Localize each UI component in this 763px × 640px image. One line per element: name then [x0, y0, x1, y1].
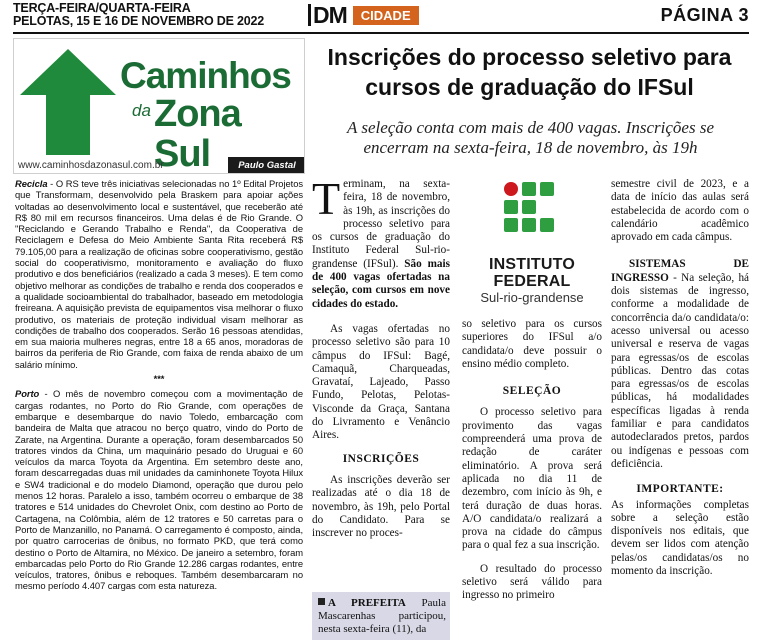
paragraph-text: - O RS teve três iniciativas selecionadas no 1º Edital Projetos que Transformam, desenvolvido pela Braskem para apoiar ações voltadas ao desenvolvimento local e sustentável, que receberão até R$ 80 mil em recursos financeiros. Uma delas é de Rio Grande. O "Reciclando e Gerando Trabalho e Renda", da Cooperativa de Reciclagem e Defesa do Meio Ambiente Santa Rita receberá R$ 79.105,00 para a realização de oficinas sobre cooperativismo, gestão social do cooperativismo, monitoramento e avaliação do fluxo produtivo e dos beneficiários (realizado a cada 3 meses). E tem como objetivo melhorar as condições de trabalho e renda dos cooperados e a qualidade socioambiental do trabalhador, baseado em metodologia freireana. A aquisição prevista de equipamentos visa melhorar o fluxo produtivo, os materiais de proteção individual visam melhorar as condições de trabalho dos cooperados. Serão 16 pessoas atendidas, em sua maioria mulheres negras, entre 18 a 65 anos, moradoras de bairros da periferia de Rio Grande, com faixa de renda abaixo de um salário mínimo.: [15, 178, 303, 370]
arrow-up-icon: [18, 47, 118, 157]
article-paragraph: O resultado do processo seletivo será válido para ingresso no primeiro: [462, 562, 602, 602]
article-column-3: [611, 178, 749, 578]
ifsul-name: [470, 256, 594, 290]
column-body: [13, 174, 305, 592]
column-logo: [13, 38, 305, 174]
logo-title-line2: Zona Sul: [154, 93, 241, 174]
masthead-date: [13, 2, 303, 28]
article-headline: Inscrições do processo seletivo para cursos de graduação do IFSul: [327, 44, 732, 100]
paragraph-bold: São mais de 400 vagas ofertadas na seleção, com cursos em nove cidades do estado.: [312, 257, 450, 310]
article-paragraph: so seletivo para os cursos superiores do IFSul a/o candidata/o deve possuir o ensino médio completo.: [462, 318, 602, 370]
separator: ***: [153, 373, 165, 385]
column-paragraph-porto: [15, 388, 303, 591]
logo-title-da: da: [132, 101, 151, 120]
paragraph-lead: Porto: [15, 388, 40, 400]
paragraph-text: erminam, na sexta-feira, 18 de novembro, às 19h, as inscrições do processo seletivo para os cursos de graduação do Instituto Federal Sul-rio-grandense (IFSul).: [312, 178, 450, 270]
newspaper-logo: DM: [308, 4, 347, 26]
ifsul-logo: [470, 182, 594, 312]
article-paragraph: [312, 173, 450, 311]
article-column-2: [462, 318, 602, 603]
logo-title-line1: Caminhos: [120, 55, 291, 96]
section-heading-inscricoes: INSCRIÇÕES: [342, 452, 420, 465]
column-caminhos: [13, 38, 305, 640]
ifsul-grid-icon: [504, 182, 558, 236]
article-column-1: [312, 173, 450, 540]
paragraph-text: - Na seleção, há dois sistemas de ingresso, conforme a modalidade de concorrência da/o candidata/o: acesso universal ou acesso universal e reserva de vagas para egressas/os de escolas públicas. Dentro das cotas para egressas/os de escolas públicas, há modalidades específicas ligadas à renda familiar e para candidatos autodeclarados pretos, pardos ou indígenas e pessoas com deficiência.: [611, 271, 749, 470]
column-author: Paulo Gastal: [228, 157, 305, 174]
article-subhead: A seleção conta com mais de 400 vagas. Inscrições se encerram na sexta-feira, 18 de novembro, às 19h: [347, 118, 714, 157]
section-heading-importante: IMPORTANTE:: [636, 483, 724, 496]
article-paragraph: O processo seletivo para provimento das vagas compreenderá uma prova de redação de caráter eliminatório. A prova será aplicada no dia 11 de dezembro, com início às 9h, e terá duração de duas horas. A/O candidata/o realizará a prova na cidade do câmpus para o qual fez a sua inscrição.: [462, 406, 602, 552]
box-text: Paula Mascarenhas participou, nesta sexta-feira (11), da: [318, 597, 446, 635]
column-url: www.caminhosdazonasul.com.br: [18, 160, 164, 171]
section-heading-sistemas: SISTEMAS DE INGRESSO: [611, 258, 749, 284]
article-paragraph: semestre civil de 2023, e a data de início das aulas será estabelecida de acordo com o calendário acadêmico aprovado em cada câmpus.: [611, 178, 749, 244]
paragraph-text: - O mês de novembro começou com a movimentação de cargas rodantes, no Porto do Rio Grande, com operações de embarque e desembarque do navio Toledo, embarcação com bandeira de Malta que atracou no berço quatro, vindo do Porto de Zarate, na Argentina. Durante a operação, foram desembarcados 50 tratores vindos da China, um maquinário pesado do Uruguai e 60 veículos da marca Toyota da Argentina. Em setembro deste ano, foram descarregadas duas mil unidades da caminhonete Toyota Hilux e SW4 tradicional e do modelo Diamond, operação que durou pelo menos 12 horas. Paralelo a isso, também ocorreu o embarque de 38 tratores e 514 unidades do Chevrolet Onix, com destino ao Porto de Cartagena, na Colômbia, além de 12 tratores e 50 carretas para o Porto de Manzanillo, no Panamá. O carregamento é composto, ainda, por quatro carrocerias de ônibus, no formato PKD, que terá como destino o Porto de Altamira, no México. De janeiro a setembro, foram embarcadas pelo Porto do Rio Grande 12.286 cargas rodantes, entre veículos, tratores, ônibus e reboques. Também desembarcaram no mesmo período 4.407 cargas com esta natureza.: [15, 388, 303, 592]
column-paragraph-recicla: [15, 178, 303, 370]
section-heading-selecao: SELEÇÃO: [502, 385, 562, 398]
paragraph-lead: Recicla: [15, 178, 48, 189]
page-number: PÁGINA 3: [660, 5, 749, 25]
masthead-city-date: PELOTAS, 15 E 16 DE NOVEMBRO DE 2022: [13, 14, 264, 28]
dropcap: T: [312, 173, 341, 224]
masthead-rule: [13, 32, 749, 34]
box-lead: A PREFEITA: [328, 597, 406, 609]
article-paragraph: As inscrições deverão ser realizadas até o dia 18 de novembro, às 19h, pelo Portal do Candidato. Para se inscrever no proces-: [312, 473, 450, 540]
article-paragraph: As vagas ofertadas no processo seletivo são para 10 câmpus do IFSul: Bagé, Camaquã, Charqueadas, Gravataí, Lajeado, Passo Fundo, Pelotas, Pelotas-Visconde da Graça, Santana do Livramento e Venâncio Aires.: [312, 322, 450, 442]
ifsul-name-line1: INSTITUTO: [489, 256, 575, 273]
article-paragraph-sistemas: [611, 258, 749, 471]
section-tag: CIDADE: [353, 6, 419, 25]
masthead-days: TERÇA-FEIRA/QUARTA-FEIRA: [13, 1, 191, 15]
bullet-square-icon: [318, 598, 325, 605]
ifsul-subtitle: Sul-rio-grandense: [480, 290, 584, 305]
masthead-brand: [308, 4, 419, 26]
ifsul-name-line2: FEDERAL: [493, 273, 571, 290]
article-paragraph: As informações completas sobre a seleção estão disponíveis nos editais, que devem ser lidos com atenção pelas/os candidatas/os no momento da inscrição.: [611, 498, 749, 578]
side-note-box: [312, 592, 450, 640]
